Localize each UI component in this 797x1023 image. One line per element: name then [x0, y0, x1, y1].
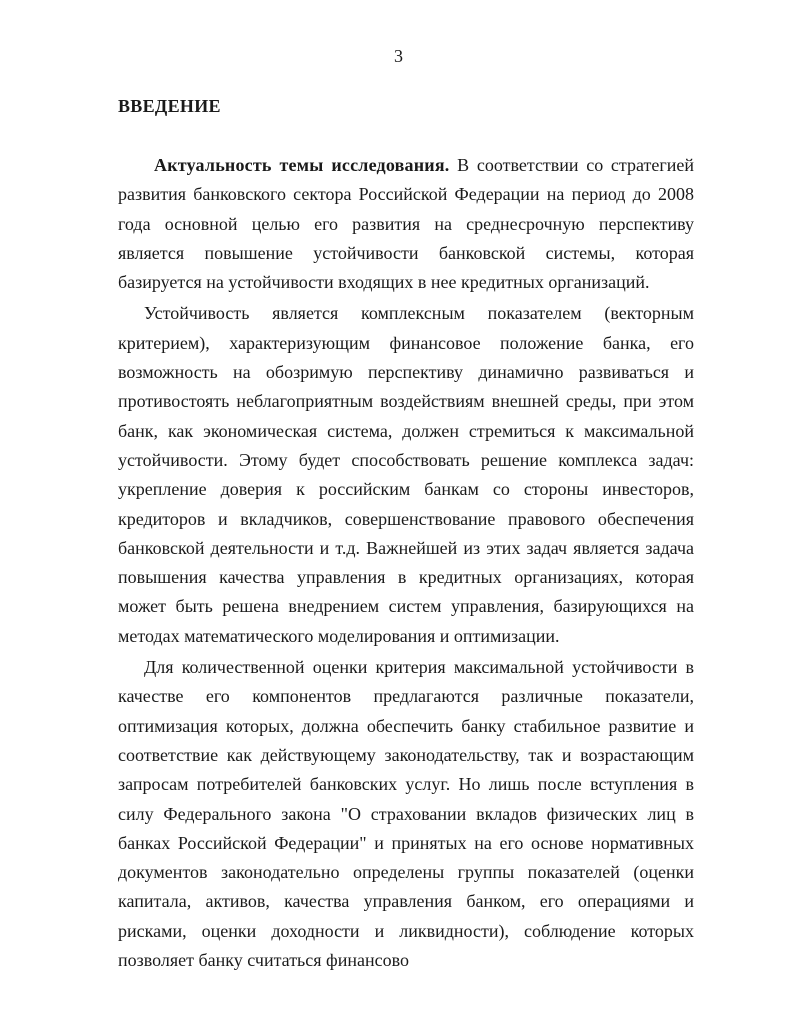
body-text — [118, 151, 694, 975]
paragraph-text: Для количественной оценки критерия максимальной устойчивости в качестве его компонентов предлагаются различные показатели, оптимизация которых, должна обеспечить банку стабильное развитие и соответствие как действующему законодательству, так и возрастающим запросам потребителей банковских услуг. Но лишь после вступления в силу Федерального закона "О страховании вкладов физических лиц в банках Российской Федерации" и принятых на его основе нормативных документов законодательно определены группы показателей (оценки капитала, активов, качества управления банком, его операциями и рисками, оценки доходности и ликвидности), соблюдение которых позволяет банку считаться финансово — [118, 657, 694, 971]
paragraph-text: В соответствии со стратегией развития банковского сектора Российской Федерации на период до 2008 года основной целью его развития на среднесрочную перспективу является повышение устойчивости банковской системы, которая базируется на устойчивости входящих в нее кредитных организаций. — [118, 155, 695, 293]
paragraph-relevance — [118, 151, 694, 297]
page-number: 3 — [394, 46, 403, 66]
paragraph-assessment — [118, 653, 694, 975]
section-heading: ВВЕДЕНИЕ — [118, 96, 221, 116]
paragraph-stability — [118, 299, 694, 651]
paragraph-text: Устойчивость является комплексным показателем (векторным критерием), характеризующим финансовое положение банка, его возможность на обозримую перспективу динамично развиваться и противостоять неблагоприятным воздействиям внешней среды, при этом банк, как экономическая система, должен стремиться к максимальной устойчивости. Этому будет способствовать решение комплекса задач: укрепление доверия к российским банкам со стороны инвесторов, кредиторов и вкладчиков, совершенствование правового обеспечения банковской деятельности и т.д. Важнейшей из этих задач является задача повышения качества управления в кредитных организациях, которая может быть решена внедрением систем управления, базирующихся на методах математического моделирования и оптимизации. — [118, 303, 694, 646]
paragraph-lead: Актуальность темы исследования. — [154, 155, 450, 175]
